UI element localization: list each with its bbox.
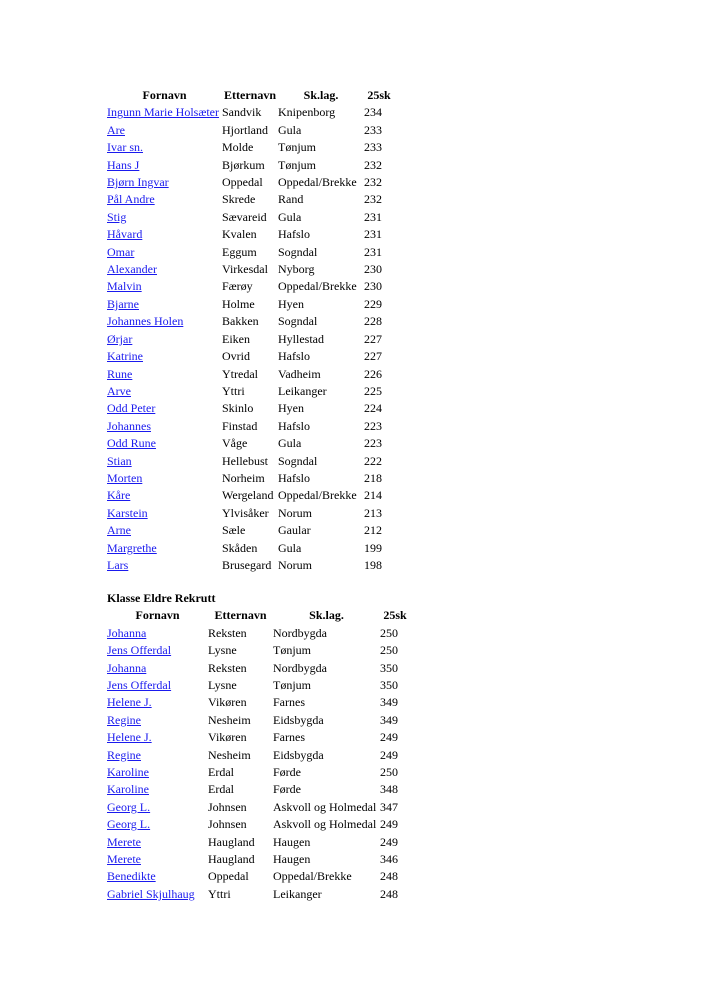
fornavn-link[interactable]: Are [107,122,125,137]
cell-etternavn: Nesheim [208,747,251,762]
cell-fornavn [107,487,222,504]
cell-score: 249 [380,730,398,745]
results-table-section-1 [107,87,394,574]
cell-fornavn [107,366,222,383]
cell-etternavn: Ovrid [222,349,250,364]
table-row [107,244,394,261]
fornavn-link[interactable]: Lars [107,557,129,572]
cell-fornavn [107,868,208,885]
cell-fornavn [107,851,208,868]
fornavn-link[interactable]: Margrethe [107,540,157,555]
fornavn-link[interactable]: Kåre [107,488,131,503]
table-row [107,522,394,539]
cell-sklag: Sogndal [278,453,318,468]
cell-fornavn [107,660,208,677]
cell-sklag: Oppedal/Brekke [278,175,357,190]
fornavn-link[interactable]: Odd Peter [107,401,156,416]
cell-score: 230 [364,279,382,294]
cell-fornavn [107,886,208,903]
fornavn-link[interactable]: Johannes Holen [107,314,184,329]
cell-etternavn: Nesheim [208,712,251,727]
cell-fornavn [107,712,208,729]
cell-score: 232 [364,175,382,190]
cell-sklag: Farnes [273,695,305,710]
cell-sklag: Hyllestad [278,331,324,346]
cell-fornavn [107,139,222,156]
cell-sklag: Hyen [278,401,304,416]
table-row [107,642,410,659]
cell-etternavn: Vikøren [208,730,247,745]
cell-sklag: Nyborg [278,262,315,277]
cell-score: 213 [364,505,382,520]
cell-sklag: Førde [273,782,301,797]
table-row [107,487,394,504]
table-row [107,139,394,156]
cell-etternavn: Kvalen [222,227,257,242]
table-row [107,834,410,851]
cell-score: 349 [380,712,398,727]
cell-score: 249 [380,834,398,849]
cell-sklag: Sogndal [278,244,318,259]
cell-sklag: Gula [278,540,302,555]
table-row [107,383,394,400]
cell-etternavn: Ylvisåker [222,505,269,520]
cell-sklag: Oppedal/Brekke [278,488,357,503]
cell-fornavn [107,435,222,452]
cell-score: 231 [364,227,382,242]
cell-fornavn [107,122,222,139]
cell-fornavn [107,781,208,798]
cell-etternavn: Johnsen [208,799,247,814]
fornavn-link[interactable]: Karstein [107,505,148,520]
cell-fornavn [107,677,208,694]
cell-sklag: Hafslo [278,470,310,485]
cell-sklag: Tønjum [278,157,316,172]
cell-sklag: Gula [278,122,302,137]
header-sklag: Sk.lag. [309,608,344,623]
fornavn-link[interactable]: Helene J. [107,695,152,710]
fornavn-link[interactable]: Omar [107,244,135,259]
cell-etternavn: Vikøren [208,695,247,710]
table-row [107,470,394,487]
cell-fornavn [107,157,222,174]
cell-sklag: Eidsbygda [273,747,324,762]
fornavn-link[interactable]: Malvin [107,279,142,294]
fornavn-link[interactable]: Gabriel Skjulhaug [107,886,195,901]
cell-score: 222 [364,453,382,468]
cell-sklag: Hafslo [278,227,310,242]
cell-score: 212 [364,523,382,538]
fornavn-link[interactable]: Bjarne [107,296,139,311]
cell-etternavn: Bakken [222,314,259,329]
table-row [107,348,394,365]
fornavn-link[interactable]: Stian [107,453,132,468]
cell-fornavn [107,261,222,278]
results-table-section-2 [107,590,410,903]
cell-score: 232 [364,192,382,207]
cell-sklag: Vadheim [278,366,321,381]
cell-sklag: Leikanger [278,383,327,398]
table-row [107,331,394,348]
table-row [107,174,394,191]
header-score: 25sk [367,88,391,102]
cell-fornavn [107,764,208,781]
cell-fornavn [107,313,222,330]
cell-score: 348 [380,782,398,797]
cell-score: 250 [380,643,398,658]
cell-sklag: Norum [278,557,312,572]
header-score: 25sk [383,608,407,623]
cell-etternavn: Haugland [208,834,255,849]
cell-etternavn: Yttri [208,886,231,901]
cell-score: 224 [364,401,382,416]
cell-etternavn: Johnsen [208,817,247,832]
cell-etternavn: Oppedal [208,869,249,884]
cell-etternavn: Skrede [222,192,256,207]
table-row [107,418,394,435]
table-row [107,694,410,711]
cell-etternavn: Eggum [222,244,257,259]
cell-etternavn: Bjørkum [222,157,265,172]
table-row [107,747,410,764]
table-row [107,296,394,313]
cell-score: 231 [364,244,382,259]
cell-score: 225 [364,383,382,398]
cell-etternavn: Haugland [208,852,255,867]
table-row [107,781,410,798]
fornavn-link[interactable]: Ørjar [107,331,133,346]
fornavn-link[interactable]: Katrine [107,349,143,364]
cell-sklag: Oppedal/Brekke [278,279,357,294]
cell-fornavn [107,244,222,261]
cell-sklag: Oppedal/Brekke [273,869,352,884]
cell-fornavn [107,418,222,435]
cell-etternavn: Norheim [222,470,265,485]
cell-sklag: Eidsbygda [273,712,324,727]
cell-etternavn: Eiken [222,331,250,346]
cell-fornavn [107,729,208,746]
cell-sklag: Gula [278,436,302,451]
table-row [107,435,394,452]
cell-score: 248 [380,886,398,901]
fornavn-link[interactable]: Karoline [107,782,149,797]
cell-sklag: Norum [278,505,312,520]
table-row [107,505,394,522]
cell-etternavn: Erdal [208,765,234,780]
cell-etternavn: Skåden [222,540,258,555]
fornavn-link[interactable]: Arne [107,523,131,538]
cell-score: 233 [364,122,382,137]
table-row [107,851,410,868]
cell-score: 250 [380,765,398,780]
fornavn-link[interactable]: Johanna [107,660,147,675]
cell-sklag: Farnes [273,730,305,745]
cell-score: 347 [380,799,398,814]
fornavn-link[interactable]: Benedikte [107,869,156,884]
table-row [107,209,394,226]
fornavn-link[interactable]: Karoline [107,765,149,780]
fornavn-link[interactable]: Helene J. [107,730,152,745]
cell-sklag: Tønjum [273,678,311,693]
cell-etternavn: Finstad [222,418,258,433]
cell-sklag: Hyen [278,296,304,311]
cell-score: 249 [380,747,398,762]
cell-sklag: Førde [273,765,301,780]
cell-score: 231 [364,209,382,224]
cell-fornavn [107,278,222,295]
table-row [107,886,410,903]
cell-score: 248 [380,869,398,884]
cell-fornavn [107,522,222,539]
cell-etternavn: Oppedal [222,175,263,190]
cell-score: 227 [364,349,382,364]
cell-sklag: Knipenborg [278,105,336,120]
table-row [107,868,410,885]
cell-sklag: Nordbygda [273,660,327,675]
table-row [107,400,394,417]
table-row [107,313,394,330]
cell-sklag: Leikanger [273,886,322,901]
cell-score: 218 [364,470,382,485]
table-body-2 [107,625,410,904]
cell-fornavn [107,747,208,764]
table-row [107,226,394,243]
cell-fornavn [107,816,208,833]
cell-etternavn: Skinlo [222,401,254,416]
table-header-row [107,607,410,624]
fornavn-link[interactable]: Arve [107,383,131,398]
cell-score: 230 [364,262,382,277]
table-row [107,104,394,121]
fornavn-link[interactable]: Ivar sn. [107,140,143,155]
table-row [107,816,410,833]
fornavn-link[interactable]: Stig [107,209,127,224]
cell-fornavn [107,834,208,851]
cell-fornavn [107,453,222,470]
cell-etternavn: Hjortland [222,122,268,137]
cell-sklag: Tønjum [278,140,316,155]
cell-fornavn [107,174,222,191]
fornavn-link[interactable]: Regine [107,747,141,762]
cell-score: 346 [380,852,398,867]
table-row [107,261,394,278]
cell-etternavn: Våge [222,436,248,451]
results-table-1 [107,87,394,574]
cell-fornavn [107,226,222,243]
cell-etternavn: Lysne [208,678,237,693]
cell-fornavn [107,505,222,522]
table-row [107,157,394,174]
cell-score: 214 [364,488,382,503]
section-heading-eldre-rekrutt: Klasse Eldre Rekrutt [107,591,216,605]
fornavn-link[interactable]: Alexander [107,262,157,277]
fornavn-link[interactable]: Georg L. [107,799,151,814]
cell-fornavn [107,191,222,208]
header-sklag: Sk.lag. [303,88,339,102]
cell-score: 223 [364,418,382,433]
fornavn-link[interactable]: Odd Rune [107,436,156,451]
cell-sklag: Haugen [273,834,311,849]
cell-score: 226 [364,366,382,381]
cell-score: 223 [364,436,382,451]
fornavn-link[interactable]: Jens Offerdal [107,643,172,658]
cell-fornavn [107,400,222,417]
table-row [107,557,394,574]
cell-score: 349 [380,695,398,710]
cell-fornavn [107,470,222,487]
cell-sklag: Gula [278,209,302,224]
header-etternavn: Etternavn [224,88,276,102]
cell-etternavn: Ytredal [222,366,258,381]
cell-sklag: Sogndal [278,314,318,329]
fornavn-link[interactable]: Johannes [107,418,151,433]
cell-fornavn [107,540,222,557]
cell-score: 249 [380,817,398,832]
cell-score: 199 [364,540,382,555]
fornavn-link[interactable]: Ingunn Marie Holsæter [107,105,219,120]
fornavn-link[interactable]: Merete [107,852,141,867]
results-table-2 [107,607,410,903]
fornavn-link[interactable]: Pål Andre [107,192,155,207]
fornavn-link[interactable]: Jens Offerdal [107,678,172,693]
cell-sklag: Nordbygda [273,625,327,640]
fornavn-link[interactable]: Rune [107,366,133,381]
cell-fornavn [107,557,222,574]
cell-etternavn: Virkesdal [222,262,268,277]
cell-fornavn [107,209,222,226]
cell-etternavn: Wergeland [222,488,274,503]
cell-fornavn [107,383,222,400]
cell-score: 233 [364,140,382,155]
table-row [107,625,410,642]
table-row [107,799,410,816]
cell-fornavn [107,642,208,659]
fornavn-link[interactable]: Håvard [107,227,143,242]
cell-etternavn: Sæle [222,523,246,538]
table-row [107,540,394,557]
fornavn-link[interactable]: Johanna [107,625,147,640]
table-row [107,729,410,746]
cell-sklag: Hafslo [278,349,310,364]
cell-etternavn: Holme [222,296,255,311]
cell-score: 350 [380,678,398,693]
cell-score: 250 [380,625,398,640]
cell-score: 350 [380,660,398,675]
fornavn-link[interactable]: Regine [107,712,141,727]
cell-etternavn: Yttri [222,383,245,398]
cell-etternavn: Lysne [208,643,237,658]
table-row [107,764,410,781]
cell-sklag: Askvoll og Holmedal [273,817,377,832]
table-body-1 [107,104,394,574]
cell-etternavn: Brusegard [222,557,272,572]
fornavn-link[interactable]: Georg L. [107,817,151,832]
header-etternavn: Etternavn [214,608,267,623]
fornavn-link[interactable]: Hans J [107,157,140,172]
cell-etternavn: Erdal [208,782,234,797]
cell-score: 229 [364,296,382,311]
cell-etternavn: Sævareid [222,209,267,224]
cell-fornavn [107,348,222,365]
cell-score: 234 [364,105,382,120]
cell-sklag: Gaular [278,523,311,538]
cell-fornavn [107,694,208,711]
header-fornavn: Fornavn [135,608,180,623]
table-row [107,278,394,295]
cell-sklag: Rand [278,192,304,207]
cell-etternavn: Reksten [208,625,247,640]
cell-fornavn [107,331,222,348]
fornavn-link[interactable]: Morten [107,470,143,485]
table-row [107,191,394,208]
cell-etternavn: Hellebust [222,453,268,468]
table-row [107,453,394,470]
cell-sklag: Haugen [273,852,311,867]
table-row [107,677,410,694]
cell-fornavn [107,799,208,816]
cell-sklag: Hafslo [278,418,310,433]
header-fornavn: Fornavn [142,88,187,102]
cell-fornavn [107,104,222,121]
cell-etternavn: Sandvik [222,105,262,120]
cell-etternavn: Reksten [208,660,247,675]
cell-fornavn [107,625,208,642]
table-row [107,366,394,383]
fornavn-link[interactable]: Bjørn Ingvar [107,175,169,190]
cell-score: 227 [364,331,382,346]
cell-etternavn: Færøy [222,279,253,294]
cell-sklag: Askvoll og Holmedal [273,799,377,814]
cell-etternavn: Molde [222,140,254,155]
cell-sklag: Tønjum [273,643,311,658]
table-row [107,660,410,677]
table-row [107,122,394,139]
cell-score: 198 [364,557,382,572]
cell-fornavn [107,296,222,313]
fornavn-link[interactable]: Merete [107,834,141,849]
table-row [107,712,410,729]
cell-score: 228 [364,314,382,329]
cell-score: 232 [364,157,382,172]
table-header-row [107,87,394,104]
